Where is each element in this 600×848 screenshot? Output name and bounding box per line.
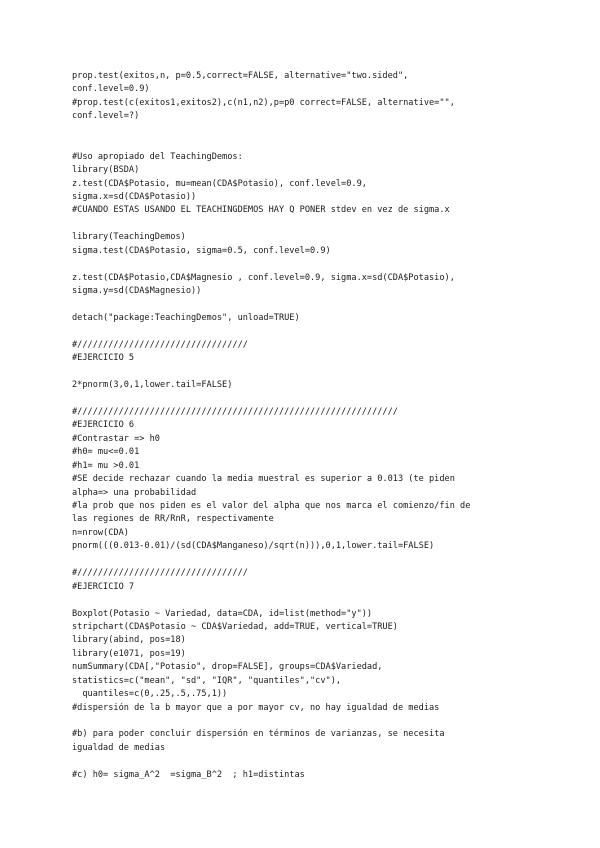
code-line: #EJERCICIO 5 bbox=[72, 353, 135, 364]
code-line: z.test(CDA$Potasio,CDA$Magnesio , conf.level=0.9, sigma.x=sd(CDA$Potasio), bbox=[72, 272, 455, 283]
code-line: library(e1071, pos=19) bbox=[72, 648, 186, 659]
code-line: #la prob que nos piden es el valor del alpha que nos marca el comienzo/fin de bbox=[72, 501, 471, 511]
code-line: quantiles=c(0,.25,.5,.75,1)) bbox=[72, 689, 228, 700]
code-line: sigma.x=sd(CDA$Potasio)) bbox=[72, 191, 197, 202]
code-line: statistics=c("mean", "sd", "IQR", "quantiles","cv"), bbox=[72, 675, 342, 686]
code-line bbox=[72, 594, 572, 607]
code-line: #SE decide rechazar cuando la media muestral es superior a 0.013 (te piden bbox=[72, 474, 455, 485]
code-line: #h1= mu >0.01 bbox=[72, 460, 140, 471]
code-line bbox=[72, 366, 572, 379]
code-line: 2*pnorm(3,0,1,lower.tail=FALSE) bbox=[72, 380, 233, 391]
code-line: sigma.test(CDA$Potasio, sigma=0.5, conf.level=0.9) bbox=[72, 245, 331, 256]
code-line bbox=[72, 715, 572, 728]
code-line: #Contrastar => h0 bbox=[72, 433, 160, 444]
code-line: prop.test(exitos,n, p=0.5,correct=FALSE, alternative="two.sided", bbox=[72, 71, 409, 81]
code-line bbox=[72, 124, 572, 137]
code-line: conf.level=?) bbox=[72, 111, 140, 122]
code-line bbox=[72, 554, 572, 567]
code-line: stripchart(CDA$Potasio ~ CDA$Variedad, add=TRUE, vertical=TRUE) bbox=[72, 621, 398, 632]
code-line: las regiones de RR/RnR, respectivamente bbox=[72, 514, 274, 525]
code-line: Boxplot(Potasio ~ Variedad, data=CDA, id=list(method="y")) bbox=[72, 608, 373, 619]
code-line bbox=[72, 137, 572, 150]
code-line: #Uso apropiado del TeachingDemos: bbox=[72, 151, 243, 162]
code-line: #///////////////////////////////// bbox=[72, 568, 248, 579]
code-line: library(abind, pos=18) bbox=[72, 635, 186, 646]
code-line bbox=[72, 393, 572, 406]
code-line: sigma.y=sd(CDA$Magnesio)) bbox=[72, 286, 202, 296]
code-line: library(TeachingDemos) bbox=[72, 232, 186, 243]
code-line: numSummary(CDA[,"Potasio", drop=FALSE], groups=CDA$Variedad, bbox=[72, 662, 383, 673]
code-line: #////////////////////////////////////////////////////////////// bbox=[72, 406, 398, 417]
code-line bbox=[72, 755, 572, 768]
code-line bbox=[72, 218, 572, 231]
code-line bbox=[72, 258, 572, 271]
code-line: #b) para poder concluir dispersión en términos de varianzas, se necesita bbox=[72, 729, 445, 740]
code-line: #CUANDO ESTAS USANDO EL TEACHINGDEMOS HAY Q PONER stdev en vez de sigma.x bbox=[72, 205, 450, 216]
code-line: #///////////////////////////////// bbox=[72, 339, 248, 350]
code-line: #dispersión de la b mayor que a por mayor cv, no hay igualdad de medias bbox=[72, 702, 440, 713]
code-line: igualdad de medias bbox=[72, 742, 166, 753]
code-line: n=nrow(CDA) bbox=[72, 527, 129, 538]
code-line: #EJERCICIO 6 bbox=[72, 420, 135, 431]
code-line: z.test(CDA$Potasio, mu=mean(CDA$Potasio), conf.level=0.9, bbox=[72, 178, 367, 189]
code-line: pnorm(((0.013-0.01)/(sd(CDA$Manganeso)/sqrt(n))),0,1,lower.tail=FALSE) bbox=[72, 541, 435, 552]
code-line: library(BSDA) bbox=[72, 165, 140, 176]
code-line: alpha=> una probabilidad bbox=[72, 487, 197, 498]
code-listing bbox=[72, 70, 572, 782]
code-line: #h0= mu<=0.01 bbox=[72, 447, 140, 458]
code-line: #c) h0= sigma_A^2 =sigma_B^2 ; h1=distintas bbox=[72, 769, 305, 780]
code-line: detach("package:TeachingDemos", unload=TRUE) bbox=[72, 312, 300, 323]
code-line: #EJERCICIO 7 bbox=[72, 581, 135, 592]
code-line bbox=[72, 325, 572, 338]
code-line: #prop.test(c(exitos1,exitos2),c(n1,n2),p=p0 correct=FALSE, alternative="", bbox=[72, 97, 455, 108]
code-line bbox=[72, 298, 572, 311]
code-line: conf.level=0.9) bbox=[72, 84, 150, 95]
